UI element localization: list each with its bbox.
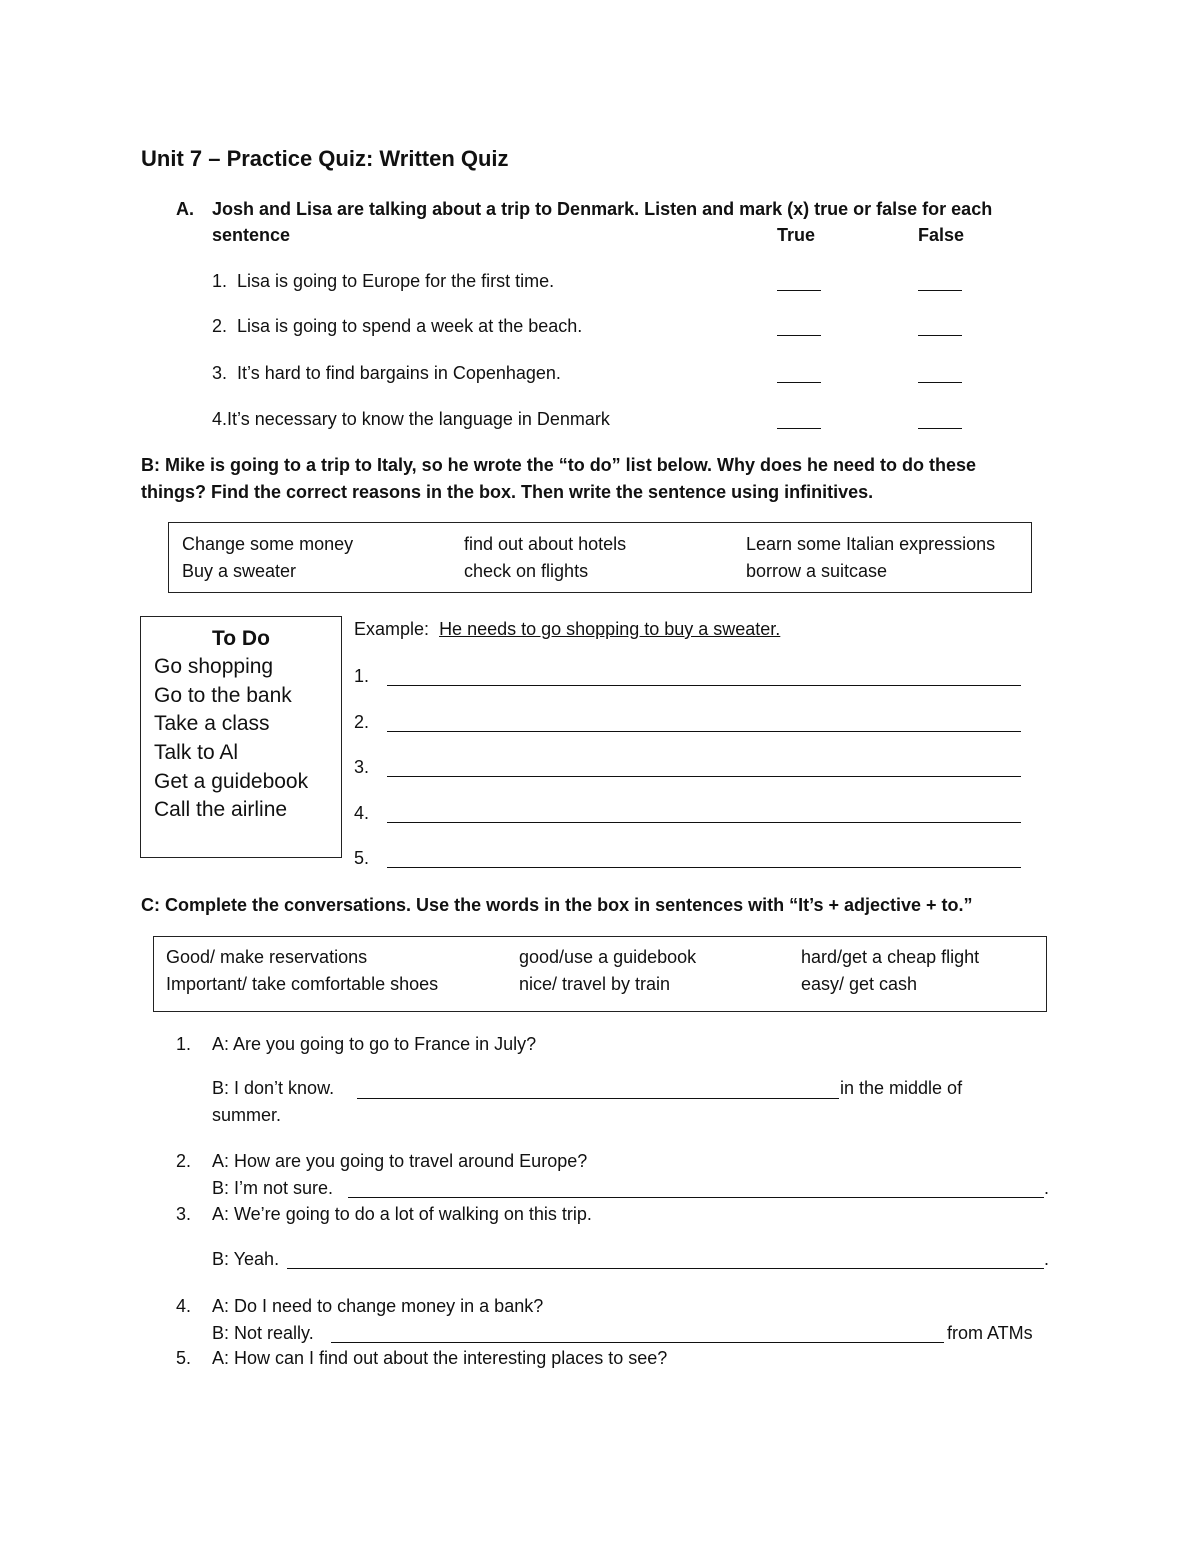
item-text: It’s necessary to know the language in Denmark: [227, 409, 610, 429]
item-number: 2.: [212, 316, 228, 336]
example-line: [354, 619, 780, 640]
todo-item: Take a class: [154, 712, 270, 735]
section-b-instruction-line2: things? Find the correct reasons in the box. Then write the sentence using infinitives.: [141, 482, 874, 502]
speaker-b-continuation: summer.: [212, 1105, 282, 1125]
answer-line[interactable]: [387, 822, 1021, 823]
speaker-b-line-end: .: [1044, 1178, 1050, 1198]
answer-number: 1.: [354, 666, 370, 686]
todo-item: Go shopping: [154, 655, 274, 678]
item-text: Lisa is going to Europe for the first time.: [237, 271, 555, 291]
true-answer-blank[interactable]: [777, 335, 821, 336]
word-pair: easy/ get cash: [801, 974, 918, 994]
item-number: 3.: [212, 363, 228, 383]
speaker-b-line: B: I’m not sure.: [212, 1178, 334, 1198]
section-a-instruction-line1: Josh and Lisa are talking about a trip to Denmark. Listen and mark (x) true or false for each: [212, 199, 993, 219]
conversation-number: 4.: [176, 1296, 192, 1316]
page-title: Unit 7 – Practice Quiz: Written Quiz: [141, 146, 509, 171]
true-answer-blank[interactable]: [777, 382, 821, 383]
word-pair: nice/ travel by train: [519, 974, 671, 994]
reason-word: check on flights: [464, 561, 589, 581]
word-pair: Important/ take comfortable shoes: [166, 974, 439, 994]
speaker-a-line: A: We’re going to do a lot of walking on this trip.: [212, 1204, 592, 1224]
todo-item: Call the airline: [154, 798, 288, 821]
reason-word: Change some money: [182, 534, 354, 554]
item-number: 1.: [212, 271, 228, 291]
reason-word: borrow a suitcase: [746, 561, 888, 581]
answer-line[interactable]: [357, 1098, 839, 1099]
speaker-b-line-end: from ATMs: [947, 1323, 1033, 1343]
todo-item: Talk to Al: [154, 741, 239, 764]
speaker-b-line: B: Not really.: [212, 1323, 314, 1343]
speaker-a-line: A: How can I find out about the interesting places to see?: [212, 1348, 668, 1368]
false-column-header: False: [918, 225, 965, 245]
reason-word: Buy a sweater: [182, 561, 297, 581]
answer-line[interactable]: [387, 776, 1021, 777]
word-pair: Good/ make reservations: [166, 947, 368, 967]
answer-number: 2.: [354, 712, 370, 732]
true-false-item: [212, 271, 554, 292]
answer-number: 4.: [354, 803, 370, 823]
answer-line[interactable]: [348, 1197, 1044, 1198]
conversation-number: 5.: [176, 1348, 192, 1368]
answer-line[interactable]: [331, 1342, 944, 1343]
conversation-number: 1.: [176, 1034, 192, 1054]
true-false-item: [212, 363, 561, 384]
answer-number: 5.: [354, 848, 370, 868]
todo-item: Get a guidebook: [154, 770, 309, 793]
true-false-item: [212, 316, 582, 337]
answer-line[interactable]: [387, 867, 1021, 868]
todo-item: Go to the bank: [154, 684, 292, 707]
speaker-a-line: A: Are you going to go to France in July?: [212, 1034, 537, 1054]
section-b-instruction-line1: B: Mike is going to a trip to Italy, so he wrote the “to do” list below. Why does he need to do these: [141, 455, 977, 475]
section-c-instruction: C: Complete the conversations. Use the words in the box in sentences with “It’s + adjective + to.”: [141, 895, 973, 915]
conversation-number: 3.: [176, 1204, 192, 1224]
answer-line[interactable]: [387, 731, 1021, 732]
item-text: It’s hard to find bargains in Copenhagen.: [237, 363, 561, 383]
false-answer-blank[interactable]: [918, 382, 962, 383]
speaker-b-line-end: .: [1044, 1249, 1050, 1269]
answer-line[interactable]: [287, 1268, 1044, 1269]
word-pair: hard/get a cheap flight: [801, 947, 980, 967]
item-text: Lisa is going to spend a week at the beach.: [237, 316, 583, 336]
true-answer-blank[interactable]: [777, 428, 821, 429]
reason-word: find out about hotels: [464, 534, 627, 554]
answer-line[interactable]: [387, 685, 1021, 686]
item-number: 4.: [212, 409, 228, 429]
example-sentence: He needs to go shopping to buy a sweater.: [439, 619, 781, 639]
example-label: Example:: [354, 619, 430, 639]
true-answer-blank[interactable]: [777, 290, 821, 291]
false-answer-blank[interactable]: [918, 335, 962, 336]
word-pair: good/use a guidebook: [519, 947, 697, 967]
reason-word: Learn some Italian expressions: [746, 534, 996, 554]
section-a-marker: A.: [176, 199, 194, 219]
speaker-b-line: B: I don’t know.: [212, 1078, 335, 1098]
speaker-a-line: A: How are you going to travel around Europe?: [212, 1151, 588, 1171]
section-a-instruction-line2: sentence: [212, 225, 291, 245]
speaker-b-line: B: Yeah.: [212, 1249, 280, 1269]
conversation-number: 2.: [176, 1151, 192, 1171]
reasons-box: [168, 522, 1032, 593]
false-answer-blank[interactable]: [918, 428, 962, 429]
speaker-a-line: A: Do I need to change money in a bank?: [212, 1296, 544, 1316]
answer-number: 3.: [354, 757, 370, 777]
speaker-b-line-end: in the middle of: [840, 1078, 963, 1098]
true-column-header: True: [777, 225, 816, 245]
todo-list-title: To Do: [212, 627, 270, 650]
false-answer-blank[interactable]: [918, 290, 962, 291]
true-false-item: [212, 409, 610, 430]
